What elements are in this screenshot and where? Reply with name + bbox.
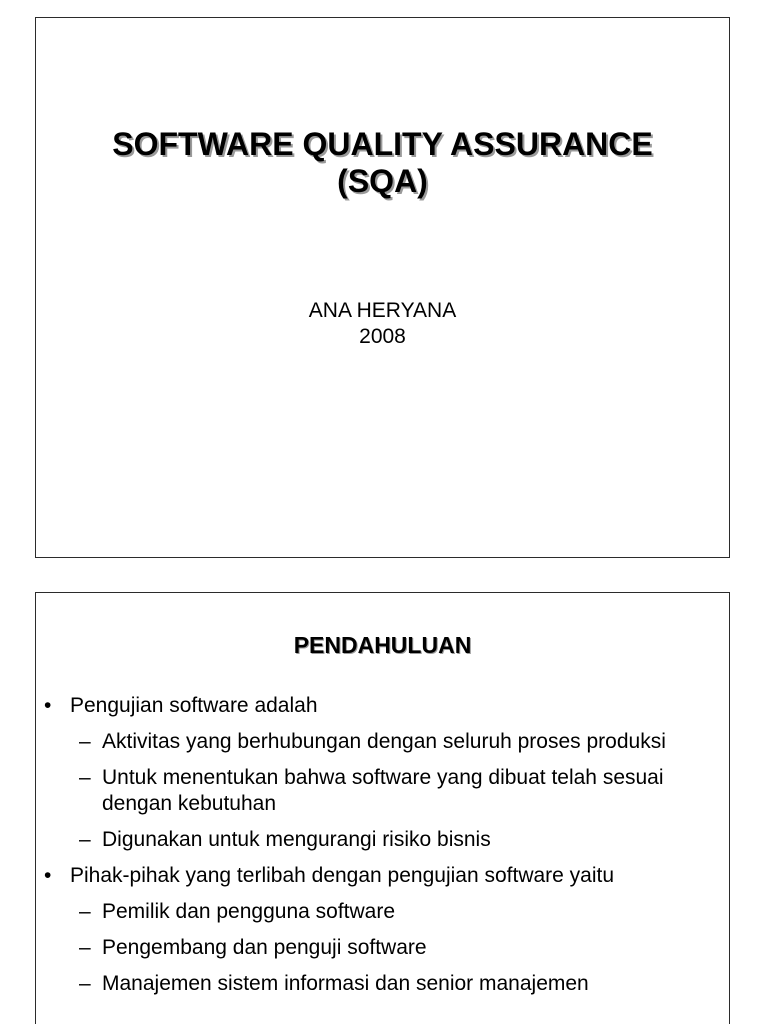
sub-bullet-item xyxy=(44,729,723,755)
bullet-item xyxy=(44,863,723,889)
title-line-2: (SQA) xyxy=(337,163,428,199)
intro-slide xyxy=(35,592,730,1024)
sub-bullet-marker: – xyxy=(79,766,91,789)
author-block xyxy=(36,298,729,350)
sub-bullet-item xyxy=(44,935,723,961)
presentation-year: 2008 xyxy=(359,325,406,348)
sub-bullet-text: Digunakan untuk mengurangi risiko bisnis xyxy=(102,828,491,851)
sub-bullet-text: Pengembang dan penguji software xyxy=(102,936,427,959)
sub-bullet-item xyxy=(44,971,723,997)
sub-bullet-text: Untuk menentukan bahwa software yang dibuat telah sesuai dengan kebutuhan xyxy=(102,766,664,815)
slide-content xyxy=(44,693,723,1007)
bullet-item xyxy=(44,693,723,719)
sub-bullet-marker: – xyxy=(79,900,91,923)
title-slide xyxy=(35,17,730,558)
bullet-marker: • xyxy=(44,694,52,717)
sub-bullet-text: Aktivitas yang berhubungan dengan seluruh proses produksi xyxy=(102,730,666,753)
sub-bullet-text: Pemilik dan pengguna software xyxy=(102,900,396,923)
slide-title: PENDAHULUAN xyxy=(293,632,472,658)
presentation-title xyxy=(36,126,729,200)
bullet-text: Pihak-pihak yang terlibah dengan pengujian software yaitu xyxy=(70,864,615,887)
sub-bullet-marker: – xyxy=(79,972,91,995)
sub-bullet-item xyxy=(44,765,723,817)
sub-bullet-text: Manajemen sistem informasi dan senior manajemen xyxy=(102,972,589,995)
title-line-1: SOFTWARE QUALITY ASSURANCE xyxy=(112,126,653,162)
sub-bullet-marker: – xyxy=(79,730,91,753)
sub-bullet-item xyxy=(44,827,723,853)
sub-bullet-item xyxy=(44,899,723,925)
sub-bullet-marker: – xyxy=(79,828,91,851)
sub-bullet-marker: – xyxy=(79,936,91,959)
author-name: ANA HERYANA xyxy=(308,299,457,322)
bullet-marker: • xyxy=(44,864,52,887)
bullet-text: Pengujian software adalah xyxy=(70,694,318,717)
